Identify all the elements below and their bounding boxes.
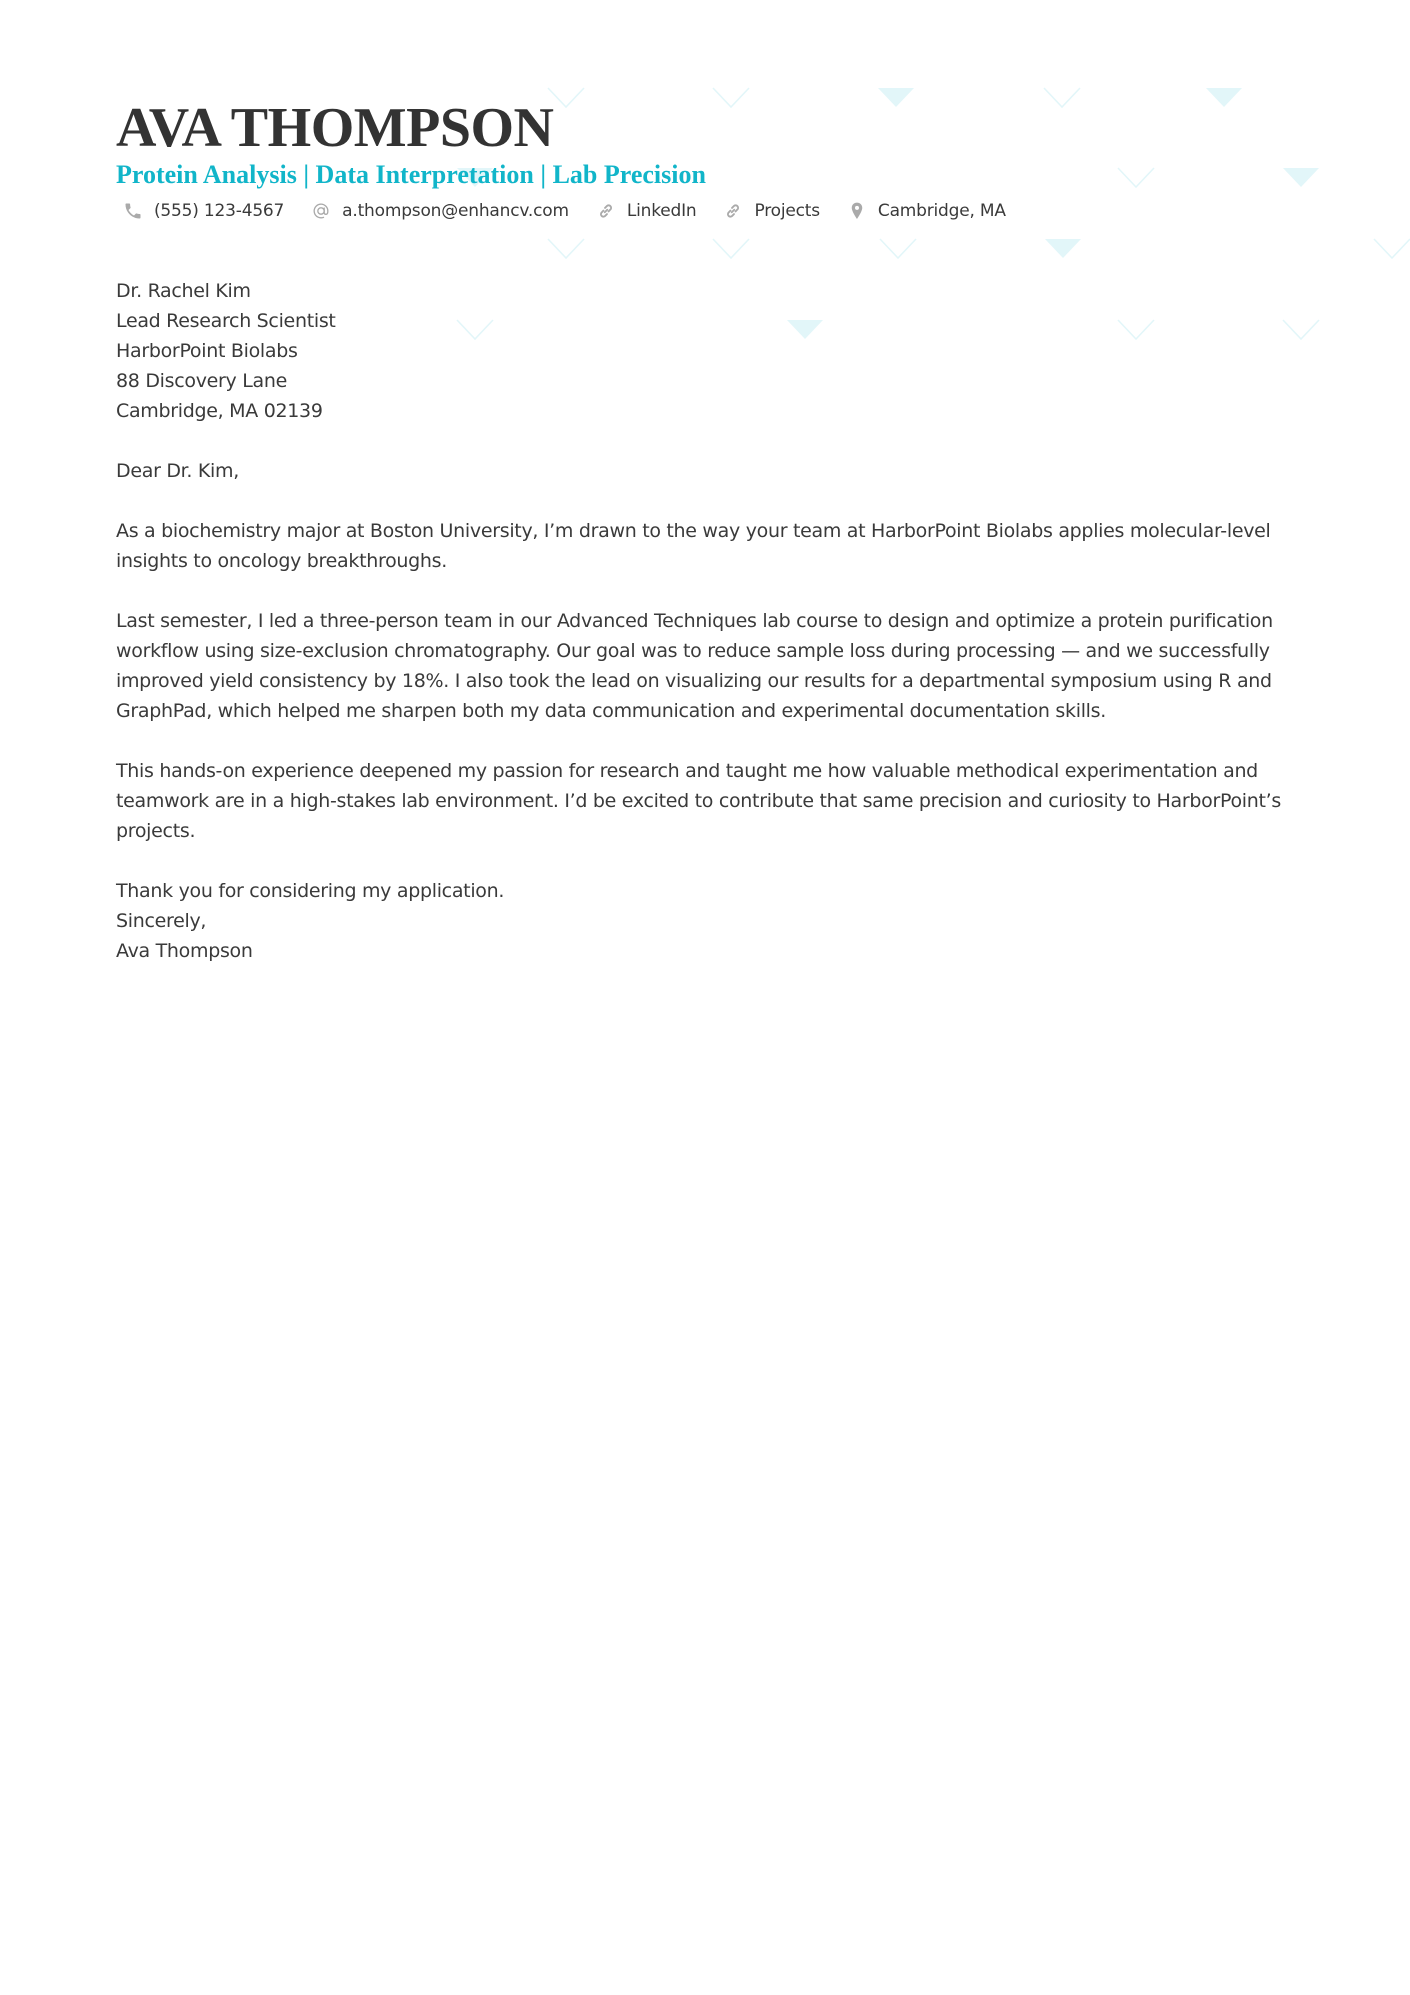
phone-icon <box>122 200 144 222</box>
link-icon <box>595 200 617 222</box>
recipient-company: HarborPoint Biolabs <box>116 340 298 362</box>
phone-text: (555) 123-4567 <box>154 201 285 221</box>
triangle-outline-icon <box>548 239 584 258</box>
contact-location <box>846 200 1006 222</box>
projects-link: Projects <box>754 201 820 221</box>
contact-linkedin[interactable] <box>595 200 697 222</box>
closing-block <box>116 876 1296 966</box>
paragraph-intro: As a biochemistry major at Boston University, I’m drawn to the way your team at HarborPoint Biolabs applies molecular-level insights to oncology breakthroughs. <box>116 520 1271 572</box>
applicant-name: AVA THOMPSON <box>116 97 554 159</box>
signature: Ava Thompson <box>116 940 253 962</box>
applicant-headline: Protein Analysis | Data Interpretation | Lab Precision <box>116 160 706 189</box>
link-icon <box>722 200 744 222</box>
linkedin-link: LinkedIn <box>626 201 697 221</box>
triangle-filled-icon <box>1045 239 1081 258</box>
salutation: Dear Dr. Kim, <box>116 460 239 482</box>
recipient-city: Cambridge, MA 02139 <box>116 400 323 422</box>
closing: Sincerely, <box>116 910 207 932</box>
location-text: Cambridge, MA <box>877 201 1006 221</box>
recipient-title: Lead Research Scientist <box>116 310 336 332</box>
recipient-name: Dr. Rachel Kim <box>116 280 251 302</box>
contact-projects[interactable] <box>722 200 819 222</box>
triangle-filled-icon <box>1283 168 1319 187</box>
location-pin-icon <box>846 200 868 222</box>
recipient-block <box>116 276 1296 426</box>
triangle-outline-icon <box>1374 239 1410 258</box>
email-text: a.thompson@enhancv.com <box>342 201 569 221</box>
closing-thanks: Thank you for considering my application. <box>116 880 505 902</box>
letter-header <box>116 96 1032 228</box>
paragraph-motivation: This hands-on experience deepened my passion for research and taught me how valuable methodical experimentation and teamwork are in a high-stakes lab environment. I’d be excited to contribute that same precision and curiosity to HarborPoint’s projects. <box>116 760 1281 842</box>
recipient-street: 88 Discovery Lane <box>116 370 287 392</box>
at-icon <box>310 200 332 222</box>
letter-body <box>116 276 1296 996</box>
contact-phone[interactable] <box>122 200 284 222</box>
contact-email[interactable] <box>310 200 569 222</box>
triangle-outline-icon <box>880 239 916 258</box>
triangle-outline-icon <box>713 239 749 258</box>
triangle-outline-icon <box>1044 88 1080 107</box>
paragraph-experience: Last semester, I led a three-person team in our Advanced Techniques lab course to design and optimize a protein purification workflow using size-exclusion chromatography. Our goal was to reduce sample loss during processing — and we successfully improved yield consistency by 18%. I also took the lead on visualizing our results for a departmental symposium using R and GraphPad, which helped me sharpen both my data communication and experimental documentation skills. <box>116 610 1273 722</box>
triangle-filled-icon <box>1206 88 1242 107</box>
contact-info <box>116 194 1032 228</box>
triangle-outline-icon <box>1118 168 1154 187</box>
